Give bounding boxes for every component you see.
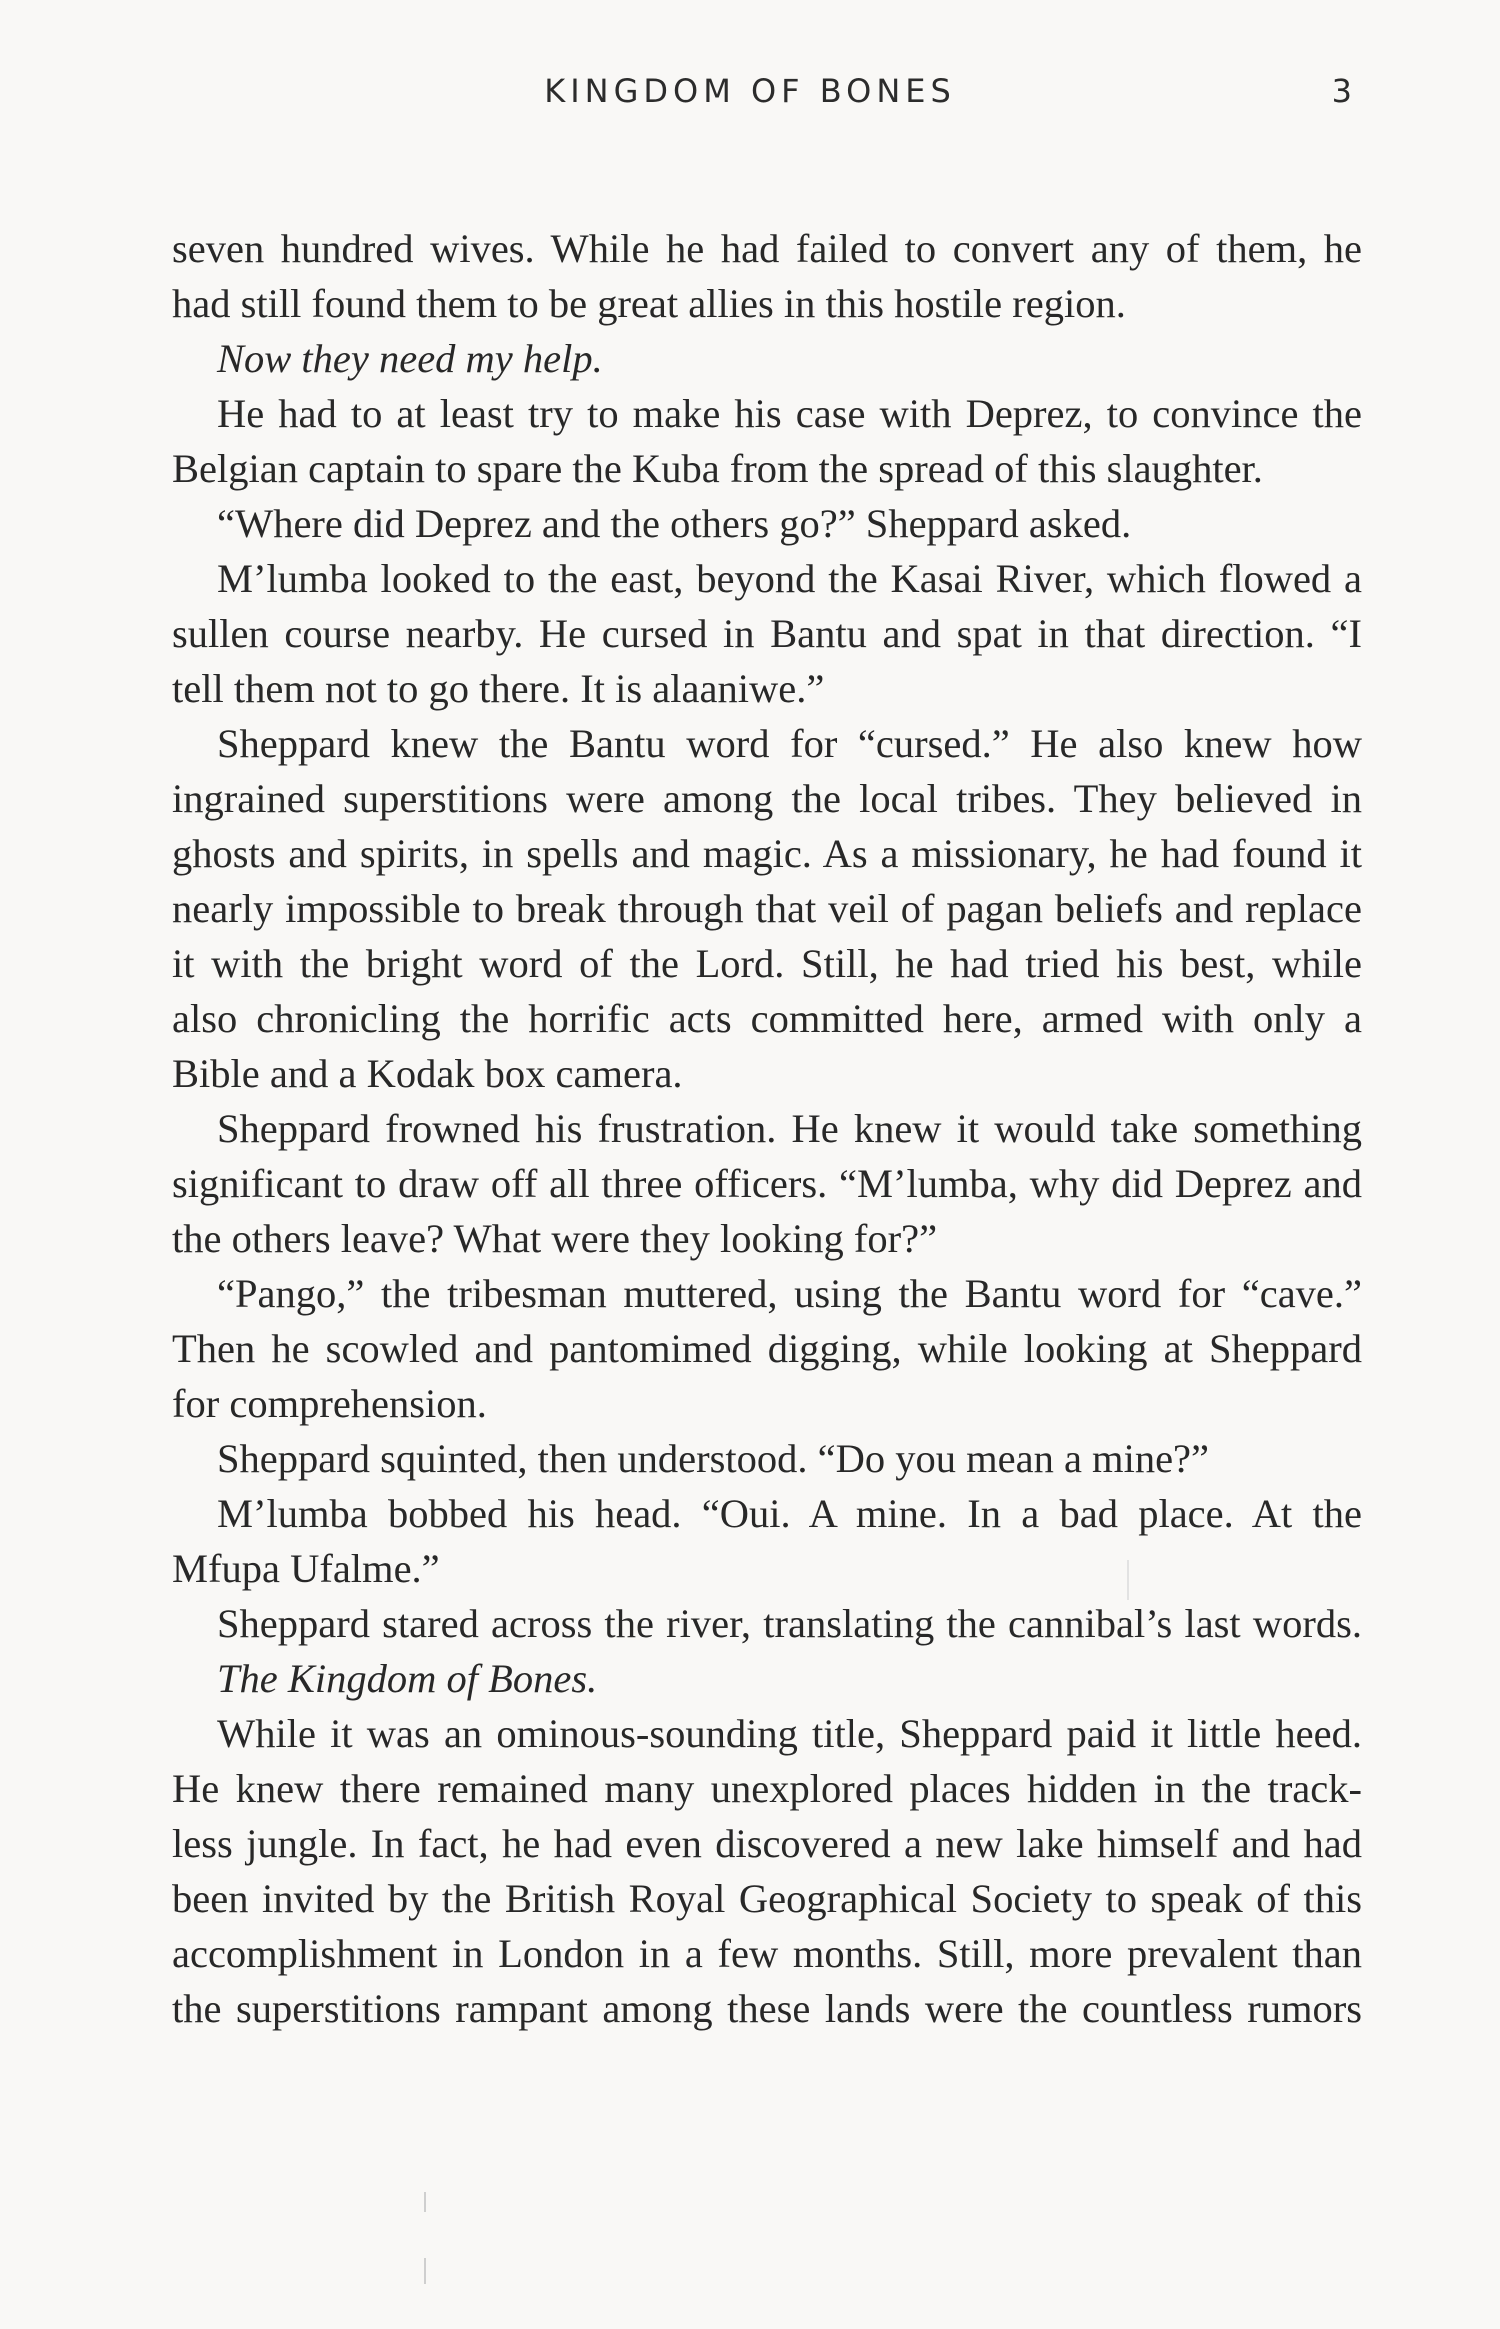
- text-line: accomplishment in London in a few months. Still, more prevalent than: [172, 1931, 1362, 1976]
- paragraph-start-line: Sheppard stared across the river, translating the cannibal’s last words.: [217, 1601, 1362, 1646]
- paragraph-start-line: “Pango,” the tribesman muttered, using the Bantu word for “cave.”: [217, 1271, 1362, 1316]
- text-line: He knew there remained many unexplored places hidden in the track-: [172, 1766, 1362, 1811]
- text-line: significant to draw off all three officers. “M’lumba, why did Deprez and: [172, 1161, 1362, 1206]
- paragraph-start-line: He had to at least try to make his case with Deprez, to convince the: [217, 391, 1362, 436]
- paragraph-start-line: M’lumba looked to the east, beyond the Kasai River, which flowed a: [217, 556, 1362, 601]
- paragraph-start-line: Sheppard frowned his frustration. He knew it would take something: [217, 1106, 1362, 1151]
- text-line: Mfupa Ufalme.”: [172, 1546, 440, 1591]
- text-line: had still found them to be great allies in this hostile region.: [172, 281, 1126, 326]
- text-line: seven hundred wives. While he had failed to convert any of them, he: [172, 226, 1362, 271]
- text-line: ingrained superstitions were among the local tribes. They believed in: [172, 776, 1362, 821]
- running-head: [0, 72, 1500, 132]
- scan-speck: [1127, 1560, 1129, 1600]
- text-line: tell them not to go there. It is alaaniwe.”: [172, 666, 825, 711]
- text-line: also chronicling the horrific acts committed here, armed with only a: [172, 996, 1362, 1041]
- text-line: Then he scowled and pantomimed digging, while looking at Sheppard: [172, 1326, 1362, 1371]
- paragraph-start-line: Sheppard squinted, then understood. “Do you mean a mine?”: [217, 1436, 1209, 1481]
- text-line: sullen course nearby. He cursed in Bantu and spat in that direction. “I: [172, 611, 1362, 656]
- text-line: the superstitions rampant among these lands were the countless rumors: [172, 1986, 1362, 2031]
- text-line: it with the bright word of the Lord. Still, he had tried his best, while: [172, 941, 1362, 986]
- paragraph-start-line: Sheppard knew the Bantu word for “cursed.” He also knew how: [217, 721, 1362, 766]
- italic-thought-line: The Kingdom of Bones.: [217, 1656, 598, 1701]
- page-number: 3: [1331, 72, 1352, 110]
- text-line: nearly impossible to break through that veil of pagan beliefs and replace: [172, 886, 1362, 931]
- scan-speck: [424, 2192, 426, 2212]
- scan-speck: [424, 2258, 426, 2284]
- italic-thought-line: Now they need my help.: [217, 336, 603, 381]
- text-line: Belgian captain to spare the Kuba from the spread of this slaughter.: [172, 446, 1263, 491]
- text-line: the others leave? What were they looking for?”: [172, 1216, 938, 1261]
- text-line: been invited by the British Royal Geographical Society to speak of this: [172, 1876, 1362, 1921]
- running-head-title: KINGDOM OF BONES: [544, 72, 956, 110]
- text-line: for comprehension.: [172, 1381, 487, 1426]
- body-text: [172, 221, 1362, 2036]
- text-line: Bible and a Kodak box camera.: [172, 1051, 683, 1096]
- paragraph-start-line: “Where did Deprez and the others go?” Sheppard asked.: [217, 501, 1132, 546]
- text-line: less jungle. In fact, he had even discovered a new lake himself and had: [172, 1821, 1362, 1866]
- paragraph-start-line: While it was an ominous-sounding title, Sheppard paid it little heed.: [217, 1711, 1362, 1756]
- paragraph-start-line: M’lumba bobbed his head. “Oui. A mine. In a bad place. At the: [217, 1491, 1362, 1536]
- text-line: ghosts and spirits, in spells and magic. As a missionary, he had found it: [172, 831, 1362, 876]
